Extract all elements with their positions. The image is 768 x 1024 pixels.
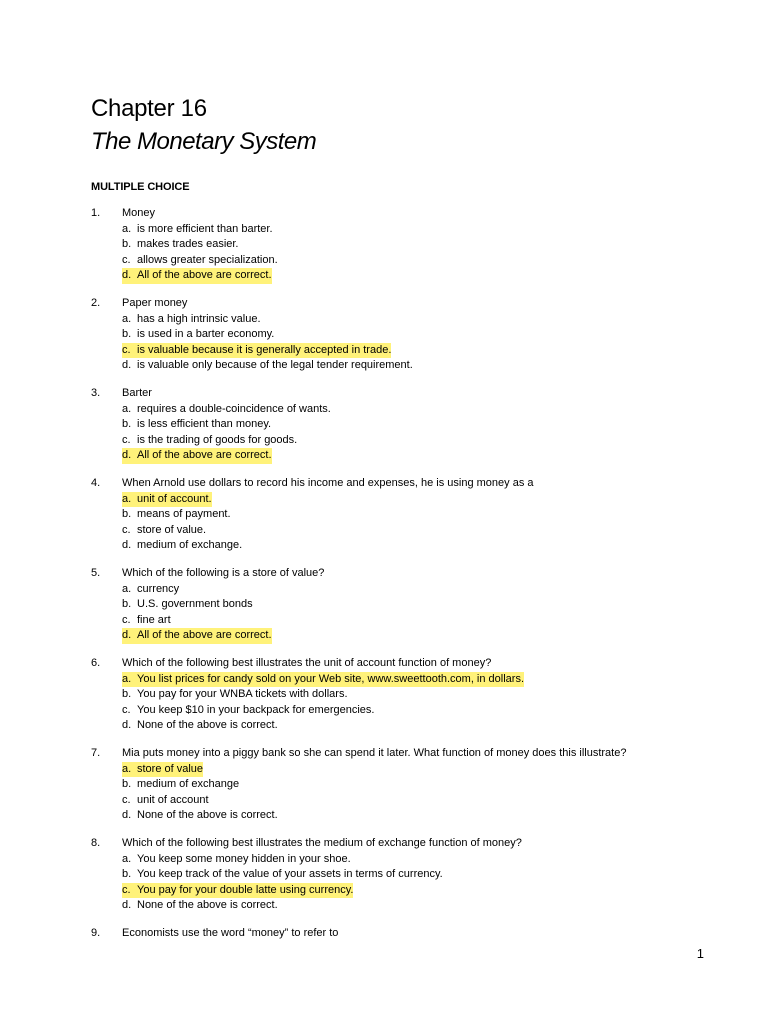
option-text: You keep $10 in your backpack for emergencies. (137, 703, 375, 716)
answer-option-body (122, 898, 278, 914)
option-letter: b. (122, 418, 132, 430)
answer-option (91, 448, 731, 464)
answer-option (91, 597, 731, 613)
option-text: is valuable because it is generally accepted in trade. (137, 343, 392, 356)
answer-option (91, 582, 731, 598)
answer-option (91, 343, 731, 359)
option-text: currency (137, 582, 180, 595)
answer-option (91, 808, 731, 824)
option-letter: d. (122, 899, 132, 911)
option-letter: a. (122, 312, 132, 325)
answer-option-body (122, 582, 179, 598)
chapter-title: The Monetary System (91, 128, 317, 155)
answer-option-body (122, 402, 331, 418)
option-text: is less efficient than money. (137, 418, 272, 430)
answer-option (91, 718, 731, 734)
answer-option-body (122, 312, 261, 328)
option-letter: d. (122, 539, 132, 551)
answer-option (91, 883, 731, 899)
option-letter: d. (122, 269, 132, 281)
question-line (91, 656, 731, 672)
highlighted-answer (122, 343, 391, 359)
option-letter: a. (122, 582, 132, 595)
option-letter: c. (122, 523, 131, 536)
option-letter: c. (122, 703, 131, 716)
answer-option (91, 507, 731, 523)
answer-option (91, 898, 731, 914)
option-text: fine art (137, 613, 171, 626)
question-stem: Which of the following best illustrates the medium of exchange function of money? (122, 837, 522, 849)
question-stem: Economists use the word “money” to refer to (122, 927, 339, 939)
option-text: means of payment. (137, 508, 231, 520)
answer-option-body (122, 718, 278, 734)
answer-option-body (122, 523, 206, 539)
question-number: 4. (91, 477, 101, 489)
option-letter: a. (122, 402, 132, 415)
option-text: U.S. government bonds (137, 598, 253, 610)
option-letter: b. (122, 688, 132, 700)
option-text: You pay for your WNBA tickets with dollars. (137, 688, 348, 700)
option-letter: c. (122, 343, 131, 356)
question-number: 8. (91, 837, 101, 849)
question-item (91, 476, 731, 554)
question-line (91, 296, 731, 312)
answer-option-body (122, 507, 231, 523)
chapter-number: Chapter 16 (91, 95, 207, 122)
question-number: 3. (91, 387, 101, 399)
answer-option (91, 222, 731, 238)
option-text: You list prices for candy sold on your Web site, www.sweettooth.com, in dollars. (137, 672, 525, 685)
answer-option-body (122, 358, 413, 374)
highlighted-answer (122, 492, 212, 508)
option-letter: a. (122, 492, 132, 505)
answer-option-body (122, 538, 242, 554)
answer-option (91, 703, 731, 719)
question-item (91, 746, 731, 824)
option-text: You keep some money hidden in your shoe. (137, 852, 351, 865)
question-stem: Barter (122, 387, 152, 399)
question-number: 2. (91, 297, 101, 309)
question-line (91, 476, 731, 492)
highlighted-answer (122, 448, 272, 464)
answer-option (91, 538, 731, 554)
answer-option-body (122, 417, 271, 433)
question-item (91, 836, 731, 914)
question-line (91, 206, 731, 222)
question-line (91, 566, 731, 582)
section-heading: MULTIPLE CHOICE (91, 181, 190, 193)
option-letter: b. (122, 868, 132, 880)
option-text: makes trades easier. (137, 238, 239, 250)
answer-option (91, 523, 731, 539)
option-text: store of value (137, 762, 204, 775)
answer-option (91, 762, 731, 778)
answer-option (91, 852, 731, 868)
highlighted-answer (122, 628, 272, 644)
option-text: is the trading of goods for goods. (137, 433, 298, 446)
answer-option (91, 358, 731, 374)
page-number: 1 (696, 946, 704, 961)
answer-option (91, 268, 731, 284)
option-letter: b. (122, 598, 132, 610)
answer-option-body (122, 793, 209, 809)
question-number: 7. (91, 747, 101, 759)
option-text: requires a double-coincidence of wants. (137, 402, 331, 415)
answer-option (91, 327, 731, 343)
option-letter: b. (122, 778, 132, 790)
question-line (91, 386, 731, 402)
option-letter: d. (122, 809, 132, 821)
question-stem: Which of the following is a store of value? (122, 567, 325, 579)
option-letter: d. (122, 359, 132, 371)
answer-option-body (122, 867, 443, 883)
question-stem: Which of the following best illustrates the unit of account function of money? (122, 657, 492, 669)
answer-option (91, 777, 731, 793)
answer-option-body (122, 687, 348, 703)
answer-option (91, 253, 731, 269)
option-text: unit of account. (137, 492, 212, 505)
option-text: You pay for your double latte using currency. (137, 883, 354, 896)
answer-option (91, 628, 731, 644)
question-number: 1. (91, 207, 101, 219)
answer-option (91, 433, 731, 449)
highlighted-answer (122, 762, 203, 778)
question-number: 6. (91, 657, 101, 669)
answer-option-body (122, 433, 297, 449)
option-text: is more efficient than barter. (137, 222, 273, 235)
answer-option (91, 793, 731, 809)
option-letter: c. (122, 433, 131, 446)
answer-option-body (122, 237, 239, 253)
highlighted-answer (122, 672, 524, 688)
option-text: is used in a barter economy. (137, 328, 275, 340)
option-text: None of the above is correct. (137, 809, 278, 821)
option-text: You keep track of the value of your assets in terms of currency. (137, 868, 443, 880)
question-stem: Money (122, 207, 156, 219)
option-letter: a. (122, 672, 132, 685)
option-text: medium of exchange (137, 778, 240, 790)
answer-option (91, 312, 731, 328)
option-text: All of the above are correct. (137, 269, 272, 281)
question-item (91, 206, 731, 284)
option-text: None of the above is correct. (137, 899, 278, 911)
answer-option (91, 237, 731, 253)
option-letter: b. (122, 328, 132, 340)
option-letter: c. (122, 883, 131, 896)
option-letter: d. (122, 449, 132, 461)
option-letter: b. (122, 238, 132, 250)
option-text: medium of exchange. (137, 539, 243, 551)
answer-option (91, 402, 731, 418)
highlighted-answer (122, 883, 353, 899)
answer-option-body (122, 777, 239, 793)
answer-option-body (122, 597, 253, 613)
option-letter: a. (122, 852, 132, 865)
question-item (91, 926, 731, 942)
question-stem: Paper money (122, 297, 188, 309)
answer-option (91, 867, 731, 883)
option-text: allows greater specialization. (137, 253, 278, 266)
answer-option-body (122, 327, 274, 343)
question-item (91, 566, 731, 644)
answer-option (91, 417, 731, 433)
option-text: All of the above are correct. (137, 449, 272, 461)
question-line (91, 836, 731, 852)
option-letter: a. (122, 222, 132, 235)
option-letter: b. (122, 508, 132, 520)
option-letter: c. (122, 613, 131, 626)
question-line (91, 926, 731, 942)
option-text: All of the above are correct. (137, 629, 272, 641)
answer-option-body (122, 852, 351, 868)
answer-option (91, 613, 731, 629)
question-line (91, 746, 731, 762)
answer-option (91, 672, 731, 688)
option-text: None of the above is correct. (137, 719, 278, 731)
question-item (91, 386, 731, 464)
answer-option-body (122, 253, 278, 269)
question-stem: Mia puts money into a piggy bank so she can spend it later. What function of money does this illustrate? (122, 747, 627, 759)
option-text: store of value. (137, 523, 207, 536)
question-number: 5. (91, 567, 101, 579)
question-stem: When Arnold use dollars to record his income and expenses, he is using money as a (122, 477, 534, 489)
question-item (91, 296, 731, 374)
question-item (91, 656, 731, 734)
answer-option (91, 687, 731, 703)
option-letter: c. (122, 793, 131, 806)
answer-option-body (122, 703, 374, 719)
answer-option-body (122, 808, 278, 824)
option-text: has a high intrinsic value. (137, 312, 261, 325)
option-text: unit of account (137, 793, 209, 806)
option-text: is valuable only because of the legal tender requirement. (137, 359, 413, 371)
highlighted-answer (122, 268, 272, 284)
question-number: 9. (91, 927, 101, 939)
answer-option-body (122, 613, 171, 629)
option-letter: d. (122, 629, 132, 641)
answer-option-body (122, 222, 273, 238)
option-letter: a. (122, 762, 132, 775)
answer-option (91, 492, 731, 508)
option-letter: c. (122, 253, 131, 266)
option-letter: d. (122, 719, 132, 731)
